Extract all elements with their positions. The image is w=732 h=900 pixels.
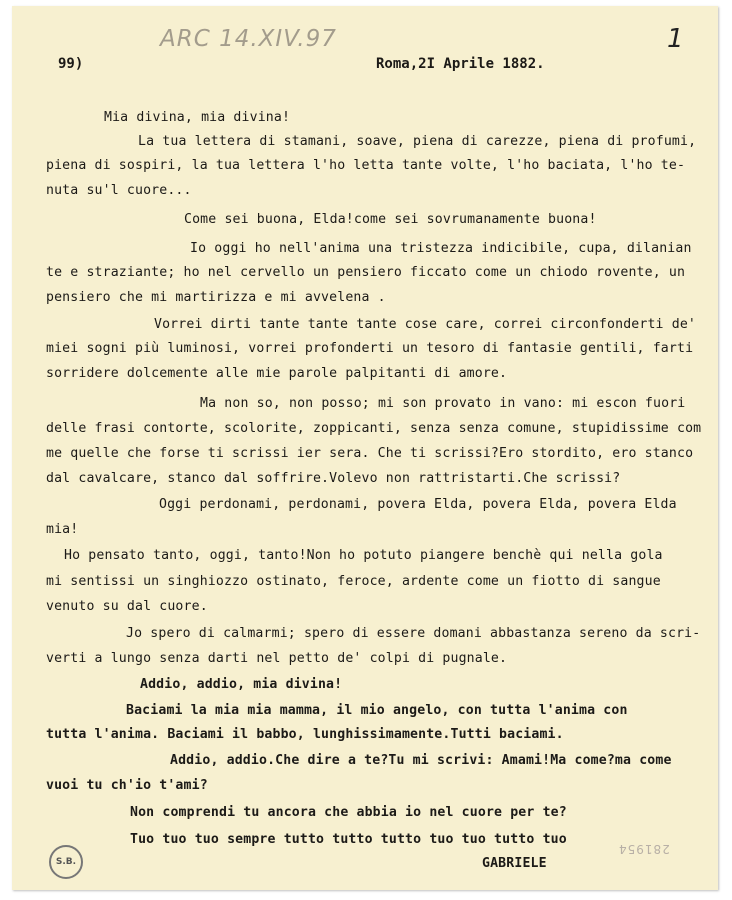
body-line: Jo spero di calmarmi; spero di essere domani abbastanza sereno da scri-	[126, 626, 701, 641]
body-line: delle frasi contorte, scolorite, zoppicanti, senza senza comune, stupidissime com	[46, 421, 702, 436]
body-line: La tua lettera di stamani, soave, piena di carezze, piena di profumi,	[138, 134, 697, 149]
letter-number: 99)	[58, 56, 84, 72]
body-line: mi sentissi un singhiozzo ostinato, feroce, ardente come un fiotto di sangue	[46, 574, 661, 589]
signature: GABRIELE	[482, 856, 547, 871]
body-line: piena di sospiri, la tua lettera l'ho letta tante volte, l'ho baciata, l'ho te-	[46, 158, 686, 173]
salutation: Mia divina, mia divina!	[104, 110, 291, 125]
body-line: Come sei buona, Elda!come sei sovrumanamente buona!	[184, 212, 597, 227]
page-number: 1	[667, 24, 684, 54]
body-line: nuta su'l cuore...	[46, 183, 192, 198]
body-line: venuto su dal cuore.	[46, 599, 208, 614]
body-line: Oggi perdonami, perdonami, povera Elda, povera Elda, povera Elda	[159, 497, 677, 512]
body-line: Vorrei dirti tante tante tante cose care, correi circonfonderti de'	[154, 317, 696, 332]
stamp-text: S.B.	[55, 857, 77, 867]
archive-mark: ARC 14.XIV.97	[160, 26, 337, 52]
closing-line: vuoi tu ch'io t'ami?	[46, 778, 208, 793]
body-line: dal cavalcare, stanco dal soffrire.Volevo non rattristarti.Che scrissi?	[46, 471, 621, 486]
closing-line: Baciami la mia mia mamma, il mio angelo, con tutta l'anima con	[126, 703, 628, 718]
closing-line: Addio, addio.Che dire a te?Tu mi scrivi: Amami!Ma come?ma come	[170, 753, 672, 768]
body-line: Ma non so, non posso; mi son provato in vano: mi escon fuori	[200, 396, 686, 411]
body-line: Io oggi ho nell'anima una tristezza indicibile, cupa, dilanian	[190, 241, 692, 256]
body-line: me quelle che forse ti scrissi ier sera. Che ti scrissi?Ero stordito, ero stanco	[46, 446, 694, 461]
closing-line: tutta l'anima. Baciami il babbo, lunghissimamente.Tutti baciami.	[46, 727, 564, 742]
body-line: mia!	[46, 522, 79, 537]
body-line: te e straziante; ho nel cervello un pensiero ficcato come un chiodo rovente, un	[46, 265, 686, 280]
letter-page	[12, 6, 718, 890]
body-line: verti a lungo senza darti nel petto de' colpi di pugnale.	[46, 651, 508, 666]
inventory-number: 281954	[618, 842, 670, 856]
body-line: pensiero che mi martirizza e mi avvelena .	[46, 290, 386, 305]
body-line: sorridere dolcemente alle mie parole palpitanti di amore.	[46, 366, 508, 381]
body-line: miei sogni più luminosi, vorrei profonderti un tesoro di fantasie gentili, farti	[46, 341, 694, 356]
letter-date: Roma,2I Aprile 1882.	[376, 56, 545, 72]
library-stamp-icon	[49, 845, 83, 879]
body-line: Ho pensato tanto, oggi, tanto!Non ho potuto piangere benchè qui nella gola	[64, 548, 663, 563]
farewell-line: Addio, addio, mia divina!	[140, 677, 343, 692]
closing-line: Non comprendi tu ancora che abbia io nel cuore per te?	[130, 805, 567, 820]
closing-line: Tuo tuo tuo sempre tutto tutto tutto tuo tuo tutto tuo	[130, 832, 567, 847]
